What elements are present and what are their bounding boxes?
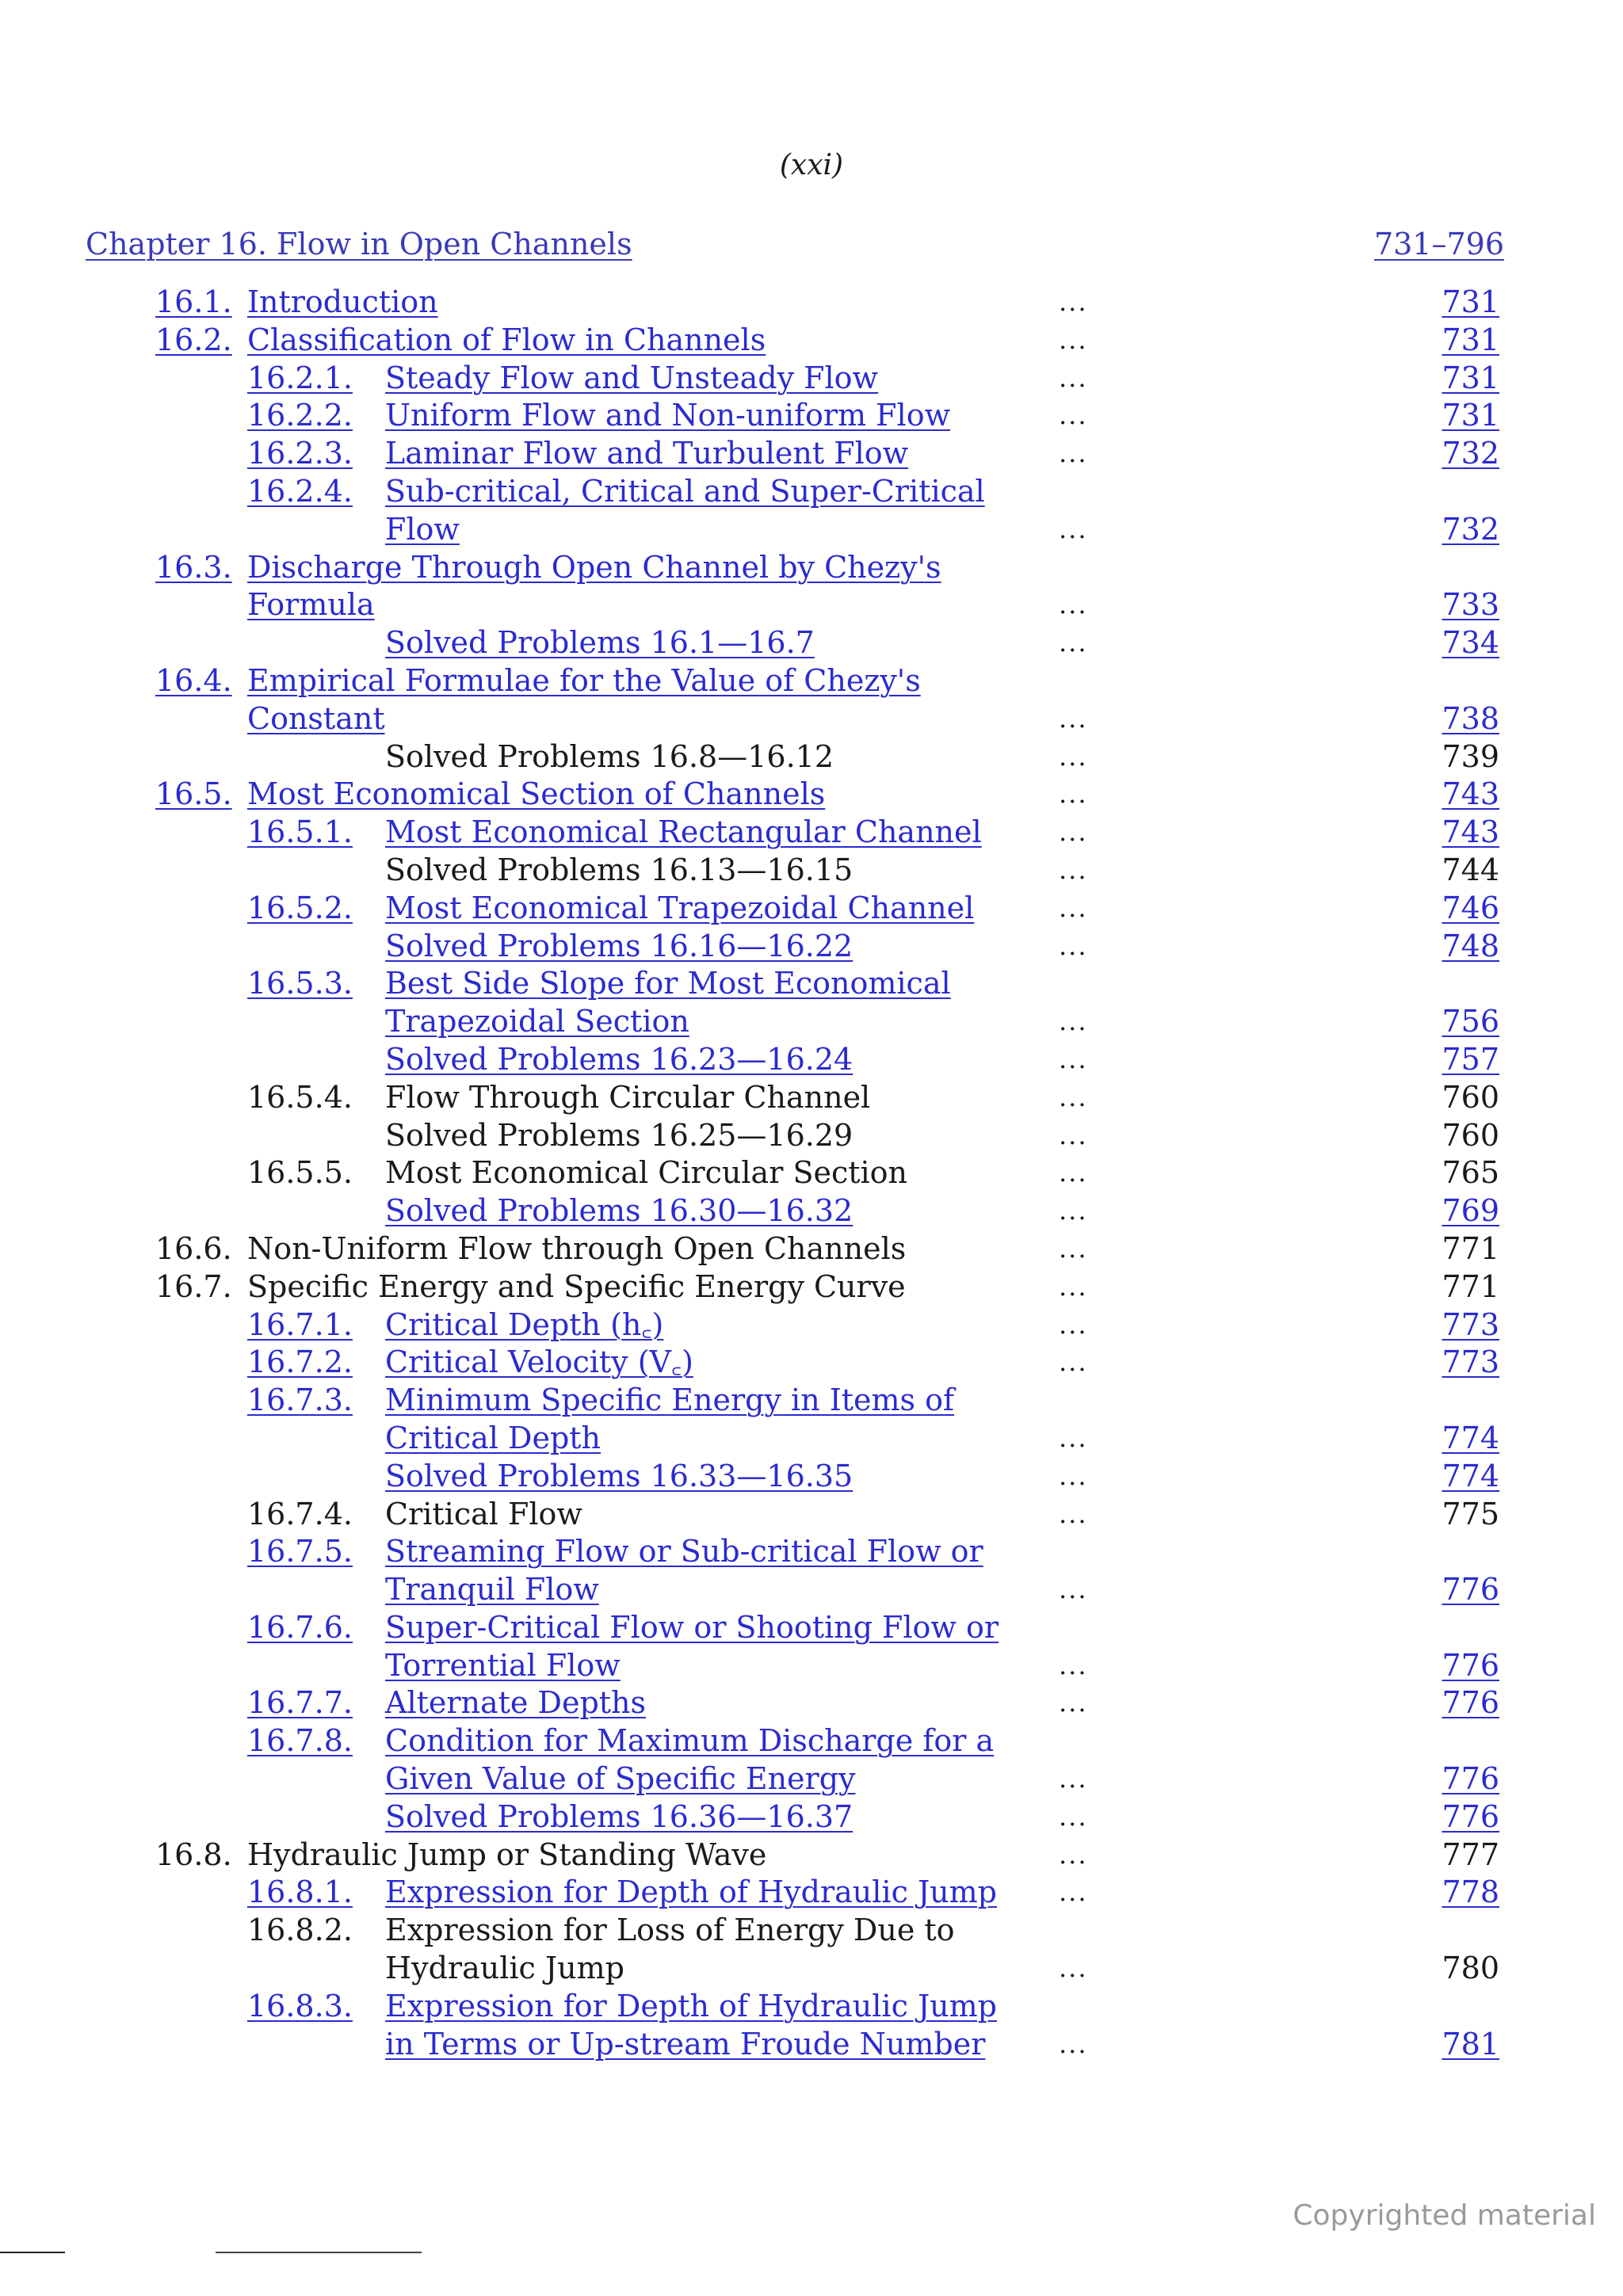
chapter-pages[interactable]: 731–796 — [1373, 227, 1504, 261]
leader-dots: ... — [1059, 589, 1088, 620]
toc-entry-continuation[interactable] — [0, 586, 1623, 624]
entry-page: 771 — [1442, 1268, 1499, 1304]
entry-title[interactable]: Solved Problems 16.36—16.37 — [385, 1798, 854, 1834]
leader-dots: ... — [1059, 741, 1088, 772]
entry-page[interactable]: 757 — [1442, 1041, 1499, 1077]
leader-dots: ... — [1059, 287, 1088, 317]
entry-page[interactable]: 731 — [1442, 398, 1499, 433]
entry-title[interactable]: Alternate Depths — [385, 1685, 647, 1721]
toc-solved-problems[interactable] — [0, 1041, 1623, 1079]
entry-number: 16.5.5. — [247, 1155, 353, 1191]
entry-number[interactable]: 16.2.1. — [247, 360, 353, 395]
entry-number[interactable]: 16.2. — [155, 322, 232, 357]
leader-dots: ... — [1059, 362, 1088, 393]
toc-entry-continuation[interactable] — [0, 2026, 1623, 2064]
entry-title[interactable]: Uniform Flow and Non-uniform Flow — [385, 398, 951, 433]
entry-page[interactable]: 773 — [1442, 1306, 1499, 1342]
leader-dots: ... — [1059, 1839, 1088, 1870]
entry-title[interactable]: Trapezoidal Section — [385, 1004, 689, 1039]
entry-page[interactable]: 769 — [1442, 1193, 1499, 1229]
leader-dots: ... — [1059, 1347, 1088, 1378]
entry-number: 16.6. — [155, 1230, 232, 1266]
toc-entry[interactable] — [0, 284, 1623, 322]
entry-page[interactable]: 776 — [1442, 1761, 1499, 1797]
entry-page[interactable]: 732 — [1442, 436, 1499, 471]
entry-page[interactable]: 773 — [1442, 1344, 1499, 1380]
toc-solved-problems[interactable] — [0, 1458, 1623, 1496]
entry-title[interactable]: Classification of Flow in Channels — [247, 322, 766, 357]
toc-entry[interactable] — [0, 965, 1623, 1003]
entry-title[interactable]: Super-Critical Flow or Shooting Flow or — [385, 1609, 999, 1645]
entry-number[interactable]: 16.5.1. — [247, 814, 353, 850]
toc-entry[interactable] — [0, 776, 1623, 814]
entry-page: 775 — [1442, 1496, 1499, 1531]
leader-dots: ... — [1059, 2028, 1088, 2059]
entry-number[interactable]: 16.7.2. — [247, 1344, 353, 1380]
entry-title[interactable]: Constant — [247, 700, 385, 736]
entry-page: 777 — [1442, 1836, 1499, 1872]
toc-entry — [0, 1496, 1623, 1534]
entry-page[interactable]: 731 — [1442, 360, 1499, 395]
entry-title: Solved Problems 16.13—16.15 — [385, 852, 854, 887]
entry-number[interactable]: 16.7.3. — [247, 1383, 353, 1418]
entry-title[interactable]: in Terms or Up-stream Froude Number — [385, 2026, 986, 2061]
toc-entry[interactable] — [0, 360, 1623, 398]
toc-entry[interactable] — [0, 473, 1623, 511]
toc-entry-continuation[interactable] — [0, 1003, 1623, 1041]
leader-dots: ... — [1059, 1877, 1088, 1908]
leader-dots: ... — [1059, 1801, 1088, 1832]
leader-dots: ... — [1059, 438, 1088, 469]
entry-page[interactable]: 776 — [1442, 1647, 1499, 1683]
leader-dots: ... — [1059, 1574, 1088, 1605]
entry-number[interactable]: 16.5. — [155, 776, 232, 812]
entry-title[interactable]: Solved Problems 16.1—16.7 — [385, 625, 815, 661]
entry-page[interactable]: 774 — [1442, 1420, 1499, 1455]
entry-title[interactable]: Solved Problems 16.16—16.22 — [385, 928, 854, 963]
toc-entry[interactable] — [0, 1382, 1623, 1420]
toc-entry-continuation[interactable] — [0, 1420, 1623, 1458]
toc-entry[interactable] — [0, 890, 1623, 928]
toc-entry — [0, 1912, 1623, 1950]
leader-dots: ... — [1059, 1271, 1088, 1302]
entry-title[interactable]: Critical Depth (h꜀) — [385, 1306, 664, 1342]
toc-entry — [0, 1836, 1623, 1875]
toc-entry — [0, 1079, 1623, 1117]
entry-title[interactable]: Flow — [385, 511, 460, 547]
entry-page: 765 — [1442, 1155, 1499, 1191]
entry-title[interactable]: Minimum Specific Energy in Items of — [385, 1383, 955, 1418]
leader-dots: ... — [1059, 1196, 1088, 1226]
entry-title[interactable]: Given Value of Specific Energy — [385, 1761, 856, 1797]
toc-entry — [0, 1154, 1623, 1192]
entry-title[interactable]: Torrential Flow — [385, 1647, 621, 1683]
entry-number[interactable]: 16.1. — [155, 284, 232, 319]
entry-title[interactable]: Formula — [247, 587, 375, 623]
entry-number[interactable]: 16.8.1. — [247, 1875, 353, 1910]
entry-title: Solved Problems 16.8—16.12 — [385, 738, 834, 774]
leader-dots: ... — [1059, 930, 1088, 961]
entry-title[interactable]: Steady Flow and Unsteady Flow — [385, 360, 879, 395]
toc-entry[interactable] — [0, 1344, 1623, 1382]
entry-number[interactable]: 16.4. — [155, 662, 232, 698]
toc-list — [0, 284, 1623, 2063]
entry-title[interactable]: Empirical Formulae for the Value of Chezy's — [247, 662, 921, 698]
toc-entry[interactable] — [0, 549, 1623, 587]
leader-dots: ... — [1059, 400, 1088, 431]
entry-page[interactable]: 731 — [1442, 284, 1499, 319]
leader-dots: ... — [1059, 1233, 1088, 1264]
entry-page: 771 — [1442, 1230, 1499, 1266]
leader-dots: ... — [1059, 1460, 1088, 1491]
entry-page[interactable]: 774 — [1442, 1458, 1499, 1493]
entry-title[interactable]: Solved Problems 16.33—16.35 — [385, 1458, 854, 1493]
toc-solved-problems[interactable] — [0, 1192, 1623, 1230]
entry-title[interactable]: Tranquil Flow — [385, 1572, 599, 1608]
entry-number[interactable]: 16.5.3. — [247, 966, 353, 1001]
toc-entry[interactable] — [0, 322, 1623, 360]
leader-dots: ... — [1059, 1650, 1088, 1680]
entry-title: Flow Through Circular Channel — [385, 1079, 871, 1115]
leader-dots: ... — [1059, 1953, 1088, 1984]
entry-number[interactable]: 16.7.8. — [247, 1723, 353, 1759]
leader-dots: ... — [1059, 1006, 1088, 1037]
toc-entry[interactable] — [0, 1609, 1623, 1647]
toc-solved-problems — [0, 738, 1623, 776]
toc-solved-problems[interactable] — [0, 928, 1623, 966]
toc-entry[interactable] — [0, 1722, 1623, 1760]
entry-number[interactable]: 16.7.6. — [247, 1609, 353, 1645]
footer-rule — [0, 2252, 65, 2253]
entry-page[interactable]: 734 — [1442, 625, 1499, 661]
page-number: (xxi) — [779, 149, 844, 181]
entry-title[interactable]: Solved Problems 16.23—16.24 — [385, 1041, 854, 1077]
toc-entry[interactable] — [0, 397, 1623, 435]
leader-dots: ... — [1059, 779, 1088, 810]
entry-title: Critical Flow — [385, 1496, 582, 1531]
entry-page[interactable]: 778 — [1442, 1875, 1499, 1910]
entry-page[interactable]: 776 — [1442, 1685, 1499, 1721]
entry-number[interactable]: 16.2.3. — [247, 436, 353, 471]
entry-title[interactable]: Critical Depth — [385, 1420, 601, 1455]
entry-page[interactable]: 746 — [1442, 890, 1499, 925]
entry-title[interactable]: Critical Velocity (V꜀) — [385, 1344, 693, 1380]
leader-dots: ... — [1059, 1158, 1088, 1188]
entry-number[interactable]: 16.7.7. — [247, 1685, 353, 1721]
entry-page[interactable]: 732 — [1442, 511, 1499, 547]
leader-dots: ... — [1059, 854, 1088, 885]
entry-title[interactable]: Solved Problems 16.30—16.32 — [385, 1193, 854, 1229]
toc-entry[interactable] — [0, 814, 1623, 852]
leader-dots: ... — [1059, 627, 1088, 658]
entry-page: 780 — [1442, 1951, 1499, 1986]
entry-page[interactable]: 781 — [1442, 2026, 1499, 2061]
leader-dots: ... — [1059, 513, 1088, 544]
toc-entry-continuation[interactable] — [0, 1760, 1623, 1798]
entry-page: 760 — [1442, 1079, 1499, 1115]
entry-number: 16.7. — [155, 1268, 232, 1304]
leader-dots: ... — [1059, 1764, 1088, 1794]
entry-number[interactable]: 16.7.1. — [247, 1306, 353, 1342]
leader-dots: ... — [1059, 892, 1088, 923]
entry-page[interactable]: 731 — [1442, 322, 1499, 357]
entry-page: 739 — [1442, 738, 1499, 774]
entry-number[interactable]: 16.8.3. — [247, 1988, 353, 2023]
toc-solved-problems[interactable] — [0, 1798, 1623, 1836]
toc-entry[interactable] — [0, 662, 1623, 700]
entry-title: Solved Problems 16.25—16.29 — [385, 1117, 854, 1153]
entry-title[interactable]: Best Side Slope for Most Economical — [385, 966, 951, 1001]
leader-dots: ... — [1059, 1043, 1088, 1074]
toc-entry — [0, 1268, 1623, 1306]
toc-entry[interactable] — [0, 435, 1623, 473]
toc-entry[interactable] — [0, 1988, 1623, 2026]
entry-title[interactable]: Most Economical Rectangular Channel — [385, 814, 982, 850]
leader-dots: ... — [1059, 703, 1088, 734]
entry-page[interactable]: 733 — [1442, 587, 1499, 623]
toc-entry[interactable] — [0, 1533, 1623, 1571]
entry-page[interactable]: 748 — [1442, 928, 1499, 963]
entry-title: Non-Uniform Flow through Open Channels — [247, 1230, 907, 1266]
entry-title: Expression for Loss of Energy Due to — [385, 1913, 955, 1948]
entry-title[interactable]: Streaming Flow or Sub-critical Flow or — [385, 1534, 983, 1569]
entry-number: 16.8. — [155, 1836, 232, 1872]
entry-number: 16.5.4. — [247, 1079, 353, 1115]
entry-number[interactable]: 16.7.5. — [247, 1534, 353, 1569]
leader-dots: ... — [1059, 324, 1088, 355]
entry-page[interactable]: 743 — [1442, 814, 1499, 850]
entry-title[interactable]: Expression for Depth of Hydraulic Jump — [385, 1875, 998, 1910]
leader-dots: ... — [1059, 1498, 1088, 1529]
entry-page: 760 — [1442, 1117, 1499, 1153]
leader-dots: ... — [1059, 1119, 1088, 1150]
entry-title[interactable]: Sub-critical, Critical and Super-Critical — [385, 473, 985, 509]
entry-title: Hydraulic Jump or Standing Wave — [247, 1836, 767, 1872]
entry-title[interactable]: Expression for Depth of Hydraulic Jump — [385, 1988, 998, 2023]
toc-solved-problems — [0, 852, 1623, 890]
toc-entry-continuation[interactable] — [0, 700, 1623, 738]
entry-page: 744 — [1442, 852, 1499, 887]
entry-title[interactable]: Most Economical Trapezoidal Channel — [385, 890, 975, 925]
footer-rule — [216, 2252, 422, 2253]
toc-entry[interactable] — [0, 1874, 1623, 1912]
leader-dots: ... — [1059, 817, 1088, 848]
leader-dots: ... — [1059, 1309, 1088, 1340]
toc-entry-continuation[interactable] — [0, 1571, 1623, 1609]
toc-solved-problems[interactable] — [0, 624, 1623, 662]
entry-title[interactable]: Condition for Maximum Discharge for a — [385, 1723, 995, 1759]
entry-number: 16.7.4. — [247, 1496, 353, 1531]
entry-page[interactable]: 743 — [1442, 776, 1499, 812]
entry-number[interactable]: 16.5.2. — [247, 890, 353, 925]
entry-page[interactable]: 776 — [1442, 1798, 1499, 1834]
toc-entry-continuation[interactable] — [0, 1647, 1623, 1685]
copyright-watermark: Copyrighted material — [1293, 2199, 1596, 2232]
toc-entry[interactable] — [0, 1684, 1623, 1722]
entry-page[interactable]: 776 — [1442, 1572, 1499, 1608]
toc-entry-continuation[interactable] — [0, 511, 1623, 549]
toc-entry — [0, 1230, 1623, 1268]
toc-solved-problems — [0, 1117, 1623, 1155]
entry-title[interactable]: Laminar Flow and Turbulent Flow — [385, 436, 909, 471]
entry-page[interactable]: 738 — [1442, 700, 1499, 736]
entry-title: Hydraulic Jump — [385, 1951, 624, 1986]
entry-title[interactable]: Most Economical Section of Channels — [247, 776, 826, 812]
chapter-title[interactable]: Chapter 16. Flow in Open Channels — [86, 227, 632, 261]
entry-number: 16.8.2. — [247, 1913, 353, 1948]
leader-dots: ... — [1059, 1081, 1088, 1112]
entry-page[interactable]: 756 — [1442, 1004, 1499, 1039]
entry-number[interactable]: 16.2.4. — [247, 473, 353, 509]
leader-dots: ... — [1059, 1688, 1088, 1718]
toc-entry[interactable] — [0, 1306, 1623, 1344]
entry-number[interactable]: 16.2.2. — [247, 398, 353, 433]
entry-title[interactable]: Discharge Through Open Channel by Chezy's — [247, 549, 941, 585]
leader-dots: ... — [1059, 1422, 1088, 1453]
entry-title[interactable]: Introduction — [247, 284, 438, 319]
toc-entry-continuation — [0, 1950, 1623, 1988]
entry-title: Most Economical Circular Section — [385, 1155, 908, 1191]
entry-number[interactable]: 16.3. — [155, 549, 232, 585]
entry-title: Specific Energy and Specific Energy Curve — [247, 1268, 906, 1304]
